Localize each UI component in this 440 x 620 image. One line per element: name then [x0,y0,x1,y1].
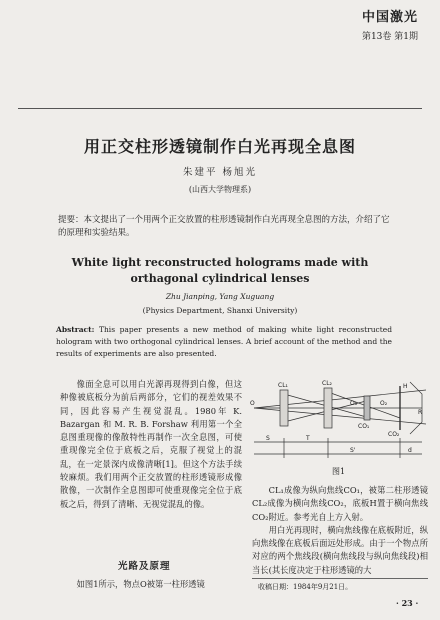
section-heading: 光路及原理 [118,561,171,572]
body-paragraph: 像面全息可以用白光源再现得到白像，但这种像被底板分为前后两部分，它们的视差效果不同，因此容易产生视觉混乱。1980年 K. Bazargan 和 M. R. B. Forshaw 利用第一个全息图重现像的像散特性再制作一次全息图，可使重现像完全位于底板之后，克服了视觉上的混乱，在一定景深内成像清晰[1]。但这个方法手续较麻烦。我们用两个正交放置的柱形透镜形成像散像，一次制作全息图即可使重现像完全位于底板之后，得到了清晰、无视觉混乱的像。 [60,379,242,509]
label-co2: CO₂ [388,431,400,438]
journal-header [362,6,418,42]
affiliation-en: (Physics Department, Shanxi University) [142,306,298,315]
paper-title-cn: 用正交柱形透镜制作白光再现全息图 [83,137,356,156]
authors-cn: 朱建平 杨旭光 [182,167,258,178]
label-d: d [408,447,412,454]
label-cl1: CL₁ [278,382,288,389]
label-h: H [403,383,408,390]
label-r: R [418,409,423,416]
body-paragraph: 如图1所示，物点O被第一柱形透镜 [76,579,205,589]
label-s: S [266,435,270,442]
abstract-cn: 提要：本文提出了一个用两个正交放置的柱形透镜制作白光再现全息图的方法，介绍了它的原理和实验结果。 [58,215,390,238]
figure-1-diagram [250,378,430,462]
label-o: O [250,400,255,407]
affiliation-cn: (山西大学物理系) [188,185,252,194]
header-rule [18,108,422,109]
body-paragraph: 用白光再现时，横向焦线像在底板附近，纵向焦线像在底板后面远处形成。由于一个物点所对应的两个焦线段(横向焦线段与纵向焦线段)相当长(其长度决定于柱形透镜的大 [252,524,428,575]
lens-cl1 [280,390,288,426]
focal-line-co1 [364,396,370,420]
label-t: T [306,435,310,442]
label-o2: O₂ [380,400,388,407]
label-s-prime: S' [350,447,356,454]
body-left-column [60,378,242,511]
abstract-en-label: Abstract: [56,325,95,334]
label-o1: O₁ [350,400,358,407]
page-number: · 23 · [396,598,419,608]
journal-name: 中国激光 [361,10,418,25]
figure-caption: 图1 [332,467,346,476]
paper-title-en: White light reconstructed holograms made with orthagonal cylindrical lenses [71,256,369,285]
journal-issue: 第13卷 第1期 [361,32,418,42]
abstract-en [56,324,392,360]
footnote: 收稿日期：1984年9月21日。 [258,583,353,591]
label-co1: CO₁ [358,423,370,430]
authors-en: Zhu Jianping, Yang Xuguang [165,292,275,301]
body-paragraph: CL₁成像为纵向焦线CO₁，被第二柱形透镜CL₂成像为横向焦线CO₂，底板H置于横向焦线CO₂附近。参考光自上方入射。 [252,485,428,522]
lens-cl2 [324,388,332,428]
footnote-rule [252,578,428,579]
abstract-en-text: This paper presents a new method of making white light reconstructed hologram with two orthogonal cylindrical lenses. A brief account of the method and the results of experiments are also presented. [56,325,392,358]
body-right-column [252,484,428,577]
label-cl2: CL₂ [322,380,332,387]
